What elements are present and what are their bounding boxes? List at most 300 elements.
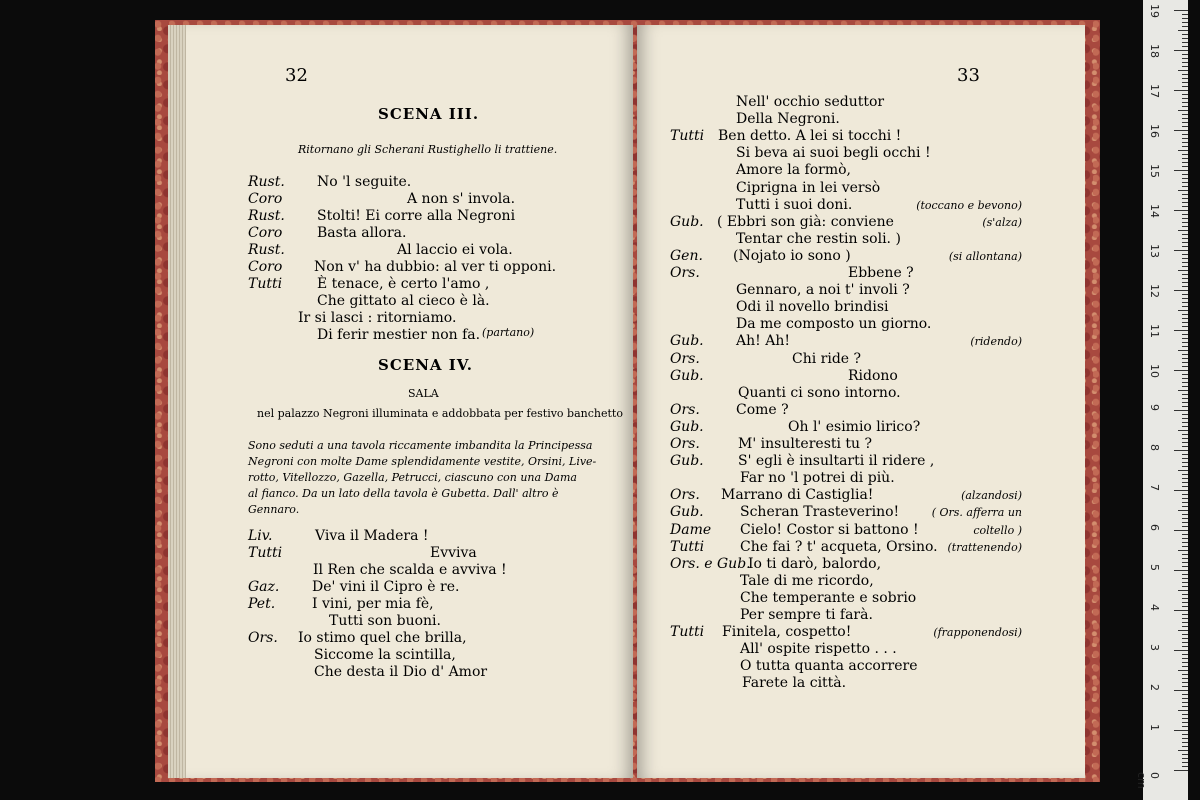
ruler-tick <box>1182 462 1188 463</box>
ruler-number: 15 <box>1148 164 1161 178</box>
ruler-tick <box>1182 718 1188 719</box>
ruler-number: 6 <box>1148 524 1161 531</box>
verse-line: Ben detto. A lei si tocchi ! <box>718 128 902 145</box>
page-edges <box>168 25 186 778</box>
ruler-tick <box>1178 590 1188 591</box>
ruler-tick <box>1182 106 1188 107</box>
verse-line: Al laccio ei vola. <box>397 242 513 258</box>
ruler-tick <box>1182 394 1188 395</box>
verse-line: Gennaro, a noi t' involi ? <box>736 282 910 299</box>
speaker-label: Ors. <box>670 350 700 367</box>
ruler-tick <box>1182 654 1188 655</box>
ruler-number: 7 <box>1148 484 1161 491</box>
speaker-label: Ors. <box>670 436 700 452</box>
verse-line: Nell' occhio seduttor <box>736 94 885 110</box>
ruler-number: 10 <box>1148 364 1161 378</box>
ruler-tick <box>1182 438 1188 439</box>
ruler-tick <box>1182 102 1188 103</box>
ruler-tick <box>1182 322 1188 323</box>
ruler-tick <box>1182 346 1188 347</box>
ruler-tick <box>1182 54 1188 55</box>
ruler-tick <box>1182 426 1188 427</box>
ruler-tick <box>1182 714 1188 715</box>
ruler-tick <box>1182 554 1188 555</box>
ruler-tick <box>1182 222 1188 223</box>
speaker-label: Gen. <box>670 247 703 264</box>
ruler-tick <box>1182 586 1188 587</box>
ruler-tick <box>1182 326 1188 327</box>
ruler-tick <box>1182 414 1188 415</box>
stage-direction: Sono seduti a una tavola riccamente imbandita la Principessa <box>248 439 593 452</box>
ruler-number: 14 <box>1148 204 1161 218</box>
ruler-tick <box>1174 90 1188 91</box>
verse-line: Come ? <box>736 401 789 418</box>
ruler-tick <box>1174 730 1188 731</box>
ruler-tick <box>1182 522 1188 523</box>
ruler-tick <box>1182 342 1188 343</box>
verse-line: I vini, per mia fè, <box>312 596 434 612</box>
speaker-label: Gaz. <box>248 579 280 595</box>
ruler-tick <box>1182 602 1188 603</box>
verse-line: Che fai ? t' acqueta, Orsino. <box>740 538 938 555</box>
ruler-tick <box>1182 366 1188 367</box>
ruler-unit: 0 cm <box>1135 772 1161 789</box>
ruler-tick <box>1182 198 1188 199</box>
scene-title: SCENA III. <box>378 105 480 123</box>
speaker-label: Tutti <box>670 128 705 145</box>
stage-direction: (trattenendo) <box>947 540 1022 554</box>
speaker-label: Rust. <box>248 174 285 190</box>
ruler-tick <box>1182 662 1188 663</box>
verse-line: S' egli è insultarti il ridere , <box>738 453 935 470</box>
ruler-tick <box>1182 98 1188 99</box>
ruler-tick <box>1182 46 1188 47</box>
stage-direction: (ridendo) <box>970 335 1022 349</box>
ruler-tick <box>1174 290 1188 291</box>
ruler-tick <box>1178 630 1188 631</box>
ruler-tick <box>1178 70 1188 71</box>
ruler-tick <box>1182 358 1188 359</box>
ruler-tick <box>1182 702 1188 703</box>
verse-line: Che gittato al cieco è là. <box>317 293 490 309</box>
speaker-label: Coro <box>248 191 283 207</box>
ruler-tick <box>1178 430 1188 431</box>
ruler-tick <box>1182 502 1188 503</box>
ruler-tick <box>1174 50 1188 51</box>
ruler-tick <box>1174 530 1188 531</box>
ruler-tick <box>1182 478 1188 479</box>
verse-line: Siccome la scintilla, <box>314 647 456 663</box>
ruler-tick <box>1182 638 1188 639</box>
ruler-tick <box>1182 614 1188 615</box>
ruler-tick <box>1182 182 1188 183</box>
ruler-tick <box>1182 126 1188 127</box>
ruler-number: 18 <box>1148 44 1161 58</box>
ruler-tick <box>1182 338 1188 339</box>
verse-line: Oh l' esimio lirico? <box>788 418 921 435</box>
ruler-tick <box>1182 422 1188 423</box>
verse-line: Viva il Madera ! <box>315 528 429 544</box>
ruler-tick <box>1182 226 1188 227</box>
ruler-number: 12 <box>1148 284 1161 298</box>
ruler-tick <box>1178 550 1188 551</box>
ruler-tick <box>1182 578 1188 579</box>
ruler-tick <box>1182 618 1188 619</box>
ruler-tick <box>1182 646 1188 647</box>
ruler-tick <box>1178 390 1188 391</box>
ruler-tick <box>1182 666 1188 667</box>
ruler-tick <box>1182 22 1188 23</box>
ruler-tick <box>1174 610 1188 611</box>
ruler-tick <box>1182 286 1188 287</box>
verse-line: (Nojato io sono ) <box>733 247 851 264</box>
ruler-tick <box>1182 418 1188 419</box>
verse-line: Quanti ci sono intorno. <box>738 384 901 401</box>
ruler-tick <box>1182 238 1188 239</box>
ruler-tick <box>1182 162 1188 163</box>
stage-direction: Gennaro. <box>248 503 300 516</box>
ruler-tick <box>1182 454 1188 455</box>
speaker-label: Coro <box>248 259 283 275</box>
ruler-tick <box>1182 738 1188 739</box>
ruler-tick <box>1182 698 1188 699</box>
ruler-tick <box>1182 62 1188 63</box>
ruler-tick <box>1174 690 1188 691</box>
speaker-label: Rust. <box>248 242 285 258</box>
ruler-tick <box>1182 218 1188 219</box>
speaker-label: Ors. <box>670 265 700 281</box>
stage-direction: rotto, Vitellozzo, Gazella, Petrucci, ciascuno con una Dama <box>248 471 577 484</box>
ruler-tick <box>1182 186 1188 187</box>
stage-direction: (partano) <box>482 326 535 339</box>
ruler-tick <box>1178 350 1188 351</box>
ruler-number: 9 <box>1148 404 1161 411</box>
speaker-label: Gub. <box>670 504 704 521</box>
ruler-tick <box>1182 722 1188 723</box>
ruler-tick <box>1174 250 1188 251</box>
ruler-tick <box>1182 158 1188 159</box>
verse-line: Farete la città. <box>742 675 847 692</box>
verse-line: Tentar che restin soli. ) <box>736 230 901 247</box>
ruler-tick <box>1182 206 1188 207</box>
ruler-tick <box>1178 150 1188 151</box>
ruler-tick <box>1182 26 1188 27</box>
ruler-tick <box>1182 386 1188 387</box>
ruler-tick <box>1182 318 1188 319</box>
ruler-tick <box>1182 262 1188 263</box>
ruler-tick <box>1182 506 1188 507</box>
ruler-tick <box>1182 302 1188 303</box>
ruler-tick <box>1182 246 1188 247</box>
ruler-tick <box>1182 122 1188 123</box>
ruler-tick <box>1174 130 1188 131</box>
ruler-number: 2 <box>1148 684 1161 691</box>
ruler-tick <box>1182 546 1188 547</box>
verse-line: De' vini il Cipro è re. <box>312 579 460 595</box>
ruler-tick <box>1182 402 1188 403</box>
ruler-tick <box>1174 330 1188 331</box>
ruler-tick <box>1182 166 1188 167</box>
ruler-tick <box>1182 442 1188 443</box>
scene-title: SCENA IV. <box>378 356 474 374</box>
ruler-tick <box>1182 594 1188 595</box>
ruler-tick <box>1182 542 1188 543</box>
page-number: 32 <box>285 65 308 86</box>
verse-line: Cielo! Costor si battono ! <box>740 521 919 538</box>
ruler-tick <box>1182 466 1188 467</box>
ruler-tick <box>1182 314 1188 315</box>
verse-line: Ebbene ? <box>848 265 914 281</box>
ruler-tick <box>1182 642 1188 643</box>
ruler-tick <box>1178 670 1188 671</box>
ruler-tick <box>1178 710 1188 711</box>
ruler-tick <box>1182 334 1188 335</box>
ruler-tick <box>1182 134 1188 135</box>
speaker-label: Ors. <box>670 401 700 418</box>
ruler-tick <box>1182 514 1188 515</box>
ruler-tick <box>1182 274 1188 275</box>
verse-line: Evviva <box>430 545 477 561</box>
speaker-label: Ors. e Gub. <box>670 555 751 572</box>
ruler-tick <box>1182 378 1188 379</box>
ruler-tick <box>1182 626 1188 627</box>
verse-line: Ridono <box>848 367 898 384</box>
ruler-tick <box>1182 178 1188 179</box>
ruler-tick <box>1182 742 1188 743</box>
ruler-tick <box>1182 534 1188 535</box>
verse-line: È tenace, è certo l'amo , <box>317 276 490 292</box>
ruler-tick <box>1182 494 1188 495</box>
speaker-label: Dame <box>670 521 712 538</box>
stage-direction: ( Ors. afferra un <box>931 506 1022 520</box>
page-number: 33 <box>957 65 980 86</box>
speaker-label: Tutti <box>248 276 283 292</box>
verse-line: Io ti darò, balordo, <box>748 555 882 572</box>
ruler-tick <box>1182 434 1188 435</box>
verse-line: O tutta quanta accorrere <box>740 658 918 675</box>
ruler-number: 1 <box>1148 724 1161 731</box>
verse-line: Basta allora. <box>317 225 407 241</box>
verse-line: No 'l seguite. <box>317 174 412 190</box>
ruler-tick <box>1182 138 1188 139</box>
ruler-tick <box>1182 634 1188 635</box>
ruler-tick <box>1182 306 1188 307</box>
ruler-tick <box>1182 566 1188 567</box>
verse-line: Far no 'l potrei di più. <box>740 470 895 487</box>
ruler-tick <box>1174 450 1188 451</box>
verse-line: Stolti! Ei corre alla Negroni <box>317 208 516 224</box>
ruler-tick <box>1182 94 1188 95</box>
stage-direction: coltello ) <box>973 523 1022 537</box>
ruler-tick <box>1182 582 1188 583</box>
ruler-tick <box>1182 474 1188 475</box>
ruler-tick <box>1182 114 1188 115</box>
ruler-number: 16 <box>1148 124 1161 138</box>
ruler-tick <box>1182 526 1188 527</box>
verse-line: Da me composto un giorno. <box>736 316 932 333</box>
ruler-tick <box>1182 58 1188 59</box>
verse-line: Il Ren che scalda e avviva ! <box>313 562 507 578</box>
ruler-tick <box>1182 254 1188 255</box>
ruler-tick <box>1182 154 1188 155</box>
stage-direction: Ritornano gli Scherani Rustighello li trattiene. <box>298 143 558 156</box>
ruler-tick <box>1182 278 1188 279</box>
verse-line: ( Ebbri son già: conviene <box>717 213 894 230</box>
ruler-tick <box>1178 230 1188 231</box>
verse-line: Ir si lasci : ritorniamo. <box>298 310 457 326</box>
ruler-tick <box>1182 354 1188 355</box>
ruler-number: 4 <box>1148 604 1161 611</box>
ruler-tick <box>1182 242 1188 243</box>
ruler-tick <box>1182 518 1188 519</box>
ruler-tick <box>1182 174 1188 175</box>
verse-line: Si beva ai suoi begli occhi ! <box>736 145 931 162</box>
ruler-tick <box>1182 558 1188 559</box>
stage-direction: (alzandosi) <box>961 489 1022 503</box>
ruler-number: 19 <box>1148 4 1161 18</box>
ruler-tick <box>1182 754 1188 755</box>
ruler-number: 5 <box>1148 564 1161 571</box>
speaker-label: Ors. <box>248 630 278 646</box>
ruler-tick <box>1182 146 1188 147</box>
verse-line: Ah! Ah! <box>736 333 790 350</box>
ruler-tick <box>1182 294 1188 295</box>
ruler-tick <box>1182 458 1188 459</box>
ruler-tick <box>1182 258 1188 259</box>
ruler-tick <box>1182 362 1188 363</box>
ruler-tick <box>1182 34 1188 35</box>
speaker-label: Ors. <box>670 487 700 504</box>
verse-line: Per sempre ti farà. <box>740 607 873 623</box>
ruler-tick <box>1182 674 1188 675</box>
speaker-label: Gub. <box>670 367 704 384</box>
ruler-tick <box>1178 110 1188 111</box>
verse-line: A non s' invola. <box>407 191 516 207</box>
ruler-tick <box>1182 86 1188 87</box>
ruler-tick <box>1182 686 1188 687</box>
ruler-tick <box>1182 446 1188 447</box>
verse-line: Che desta il Dio d' Amor <box>314 664 488 680</box>
ruler-tick <box>1182 142 1188 143</box>
ruler-tick <box>1174 490 1188 491</box>
speaker-label: Rust. <box>248 208 285 224</box>
ruler-tick <box>1178 30 1188 31</box>
ruler-tick <box>1174 570 1188 571</box>
speaker-label: Gub. <box>670 213 704 230</box>
ruler-tick <box>1182 18 1188 19</box>
ruler-tick <box>1182 726 1188 727</box>
ruler-tick <box>1174 770 1188 771</box>
ruler-tick <box>1182 598 1188 599</box>
ruler-number: 8 <box>1148 444 1161 451</box>
speaker-label: Tutti <box>670 538 705 555</box>
speaker-label: Tutti <box>248 545 283 561</box>
ruler-tick <box>1182 298 1188 299</box>
ruler-tick <box>1178 750 1188 751</box>
verse-line: Marrano di Castiglia! <box>721 487 874 504</box>
verse-line: Di ferir mestier non fa. <box>317 327 481 343</box>
ruler-tick <box>1182 202 1188 203</box>
speaker-label: Tutti <box>670 624 705 641</box>
ruler-tick <box>1182 606 1188 607</box>
ruler-tick <box>1182 382 1188 383</box>
ruler-tick <box>1178 470 1188 471</box>
ruler-tick <box>1182 498 1188 499</box>
ruler-tick <box>1182 194 1188 195</box>
ruler-tick <box>1182 374 1188 375</box>
ruler-tick <box>1178 310 1188 311</box>
speaker-label: Gub. <box>670 418 704 435</box>
ruler-tick <box>1182 734 1188 735</box>
stage-direction: (toccano e bevono) <box>916 198 1022 212</box>
scene-place: SALA <box>408 387 439 400</box>
ruler-tick <box>1178 510 1188 511</box>
ruler-tick <box>1182 482 1188 483</box>
ruler-tick <box>1182 78 1188 79</box>
verse-line: Odi il novello brindisi <box>736 299 889 316</box>
ruler-number: 13 <box>1148 244 1161 258</box>
ruler-tick <box>1182 658 1188 659</box>
ruler-tick <box>1182 66 1188 67</box>
speaker-label: Liv. <box>248 528 273 544</box>
ruler-tick <box>1182 406 1188 407</box>
verse-line: M' insulteresti tu ? <box>738 436 873 452</box>
scene-setting: nel palazzo Negroni illuminata e addobbata per festivo banchetto <box>257 407 623 420</box>
verse-line: Della Negroni. <box>736 111 840 128</box>
verse-line: Tutti i suoi doni. <box>736 196 853 213</box>
ruler-tick <box>1182 398 1188 399</box>
ruler-tick <box>1182 622 1188 623</box>
speaker-label: Gub. <box>670 333 704 350</box>
stage-direction: Negroni con molte Dame splendidamente vestite, Orsini, Live- <box>248 455 597 468</box>
verse-line: Chi ride ? <box>792 350 862 367</box>
ruler-tick <box>1174 170 1188 171</box>
ruler-tick <box>1182 746 1188 747</box>
verse-line: Ciprigna in lei versò <box>736 179 881 196</box>
ruler-tick <box>1182 678 1188 679</box>
verse-line: All' ospite rispetto . . . <box>740 641 897 658</box>
ruler-tick <box>1182 694 1188 695</box>
ruler-tick <box>1174 650 1188 651</box>
ruler-tick <box>1182 282 1188 283</box>
ruler-tick <box>1174 10 1188 11</box>
ruler-tick <box>1178 190 1188 191</box>
ruler-tick <box>1182 14 1188 15</box>
verse-line: Finitela, cospetto! <box>722 624 852 641</box>
ruler-tick <box>1182 38 1188 39</box>
ruler-tick <box>1182 214 1188 215</box>
verse-line: Tutti son buoni. <box>329 613 441 629</box>
stage-direction: (s'alza) <box>982 215 1022 229</box>
ruler-tick <box>1182 562 1188 563</box>
ruler-tick <box>1182 118 1188 119</box>
verse-line: Amore la formò, <box>736 162 851 179</box>
ruler-number: 17 <box>1148 84 1161 98</box>
stage-direction: (frapponendosi) <box>933 626 1022 640</box>
ruler-tick <box>1182 762 1188 763</box>
ruler-tick <box>1182 574 1188 575</box>
ruler-tick <box>1182 682 1188 683</box>
ruler-tick <box>1182 266 1188 267</box>
ruler-tick <box>1174 210 1188 211</box>
ruler-tick <box>1182 486 1188 487</box>
verse-line: Non v' ha dubbio: al ver ti opponi. <box>314 259 557 275</box>
stage-direction: (si allontana) <box>948 249 1022 263</box>
speaker-label: Pet. <box>248 596 276 612</box>
verse-line: Io stimo quel che brilla, <box>298 630 467 646</box>
verse-line: Tale di me ricordo, <box>740 572 874 589</box>
ruler-number: 3 <box>1148 644 1161 651</box>
